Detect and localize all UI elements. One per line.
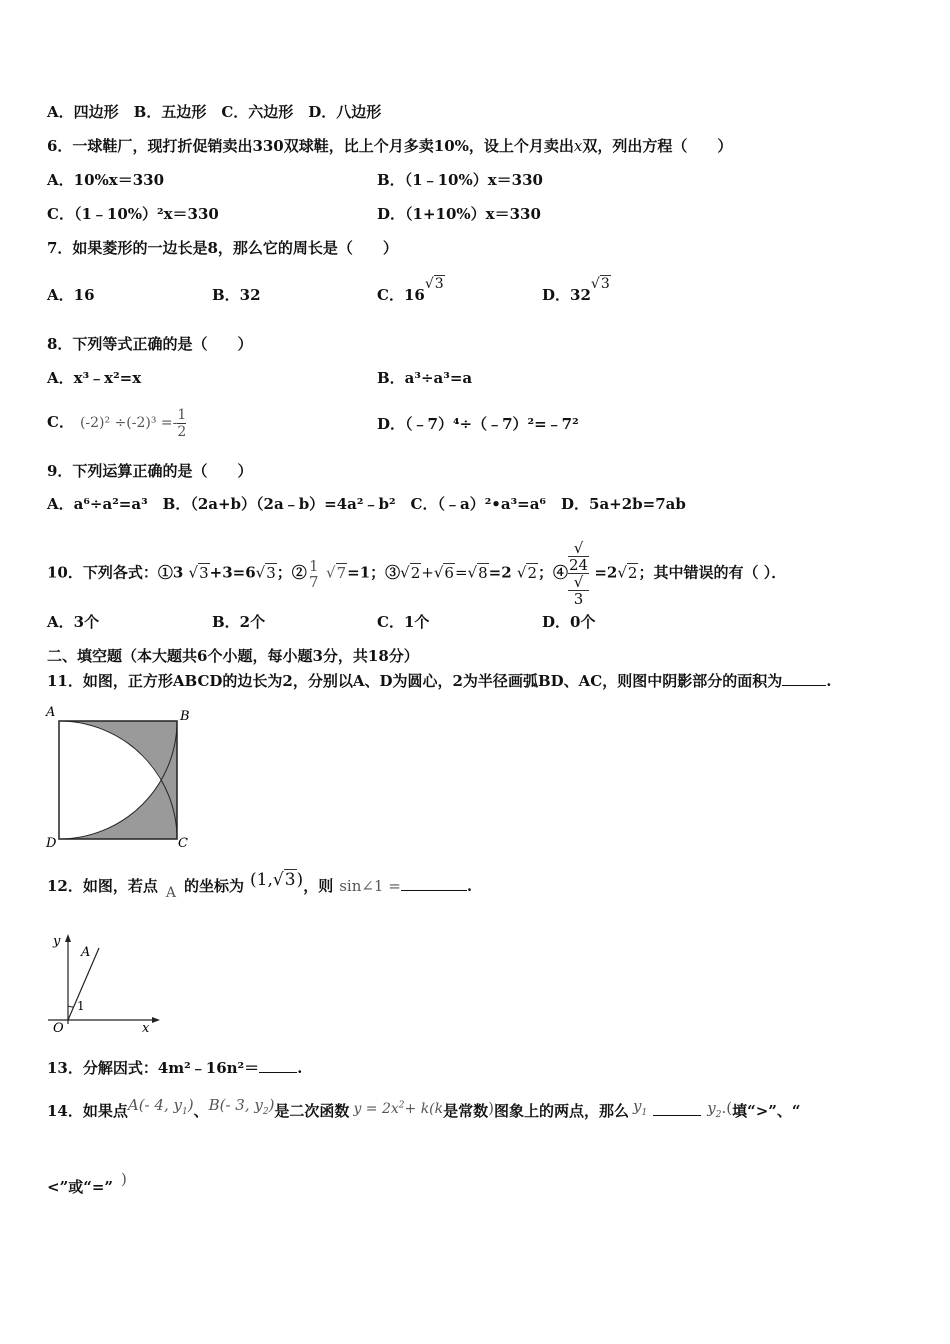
- q12-coordinate: (1,√3): [250, 870, 304, 890]
- q12-angle-arc: [68, 1006, 74, 1007]
- q10-label: 10．下列各式：: [47, 563, 158, 582]
- q10-rad3-b: 3: [266, 563, 276, 582]
- q12-coord-open: (1,: [250, 870, 273, 890]
- q8-option-c: [47, 404, 186, 441]
- q10-frac-1-7: [307, 558, 321, 590]
- q14-const: 是常数: [443, 1102, 489, 1120]
- section-2-heading: 二、填空题（本大题共6个小题，每小题3分，共18分）: [47, 647, 419, 665]
- q12-mid: 的坐标为: [184, 877, 245, 895]
- q7-option-a: A．16: [47, 286, 95, 304]
- q10-part2-a: ；②: [276, 563, 307, 582]
- q10-tail: ；其中错误的有（ ）．: [638, 563, 787, 582]
- q10-rad2-a: 2: [410, 563, 421, 582]
- q6-stem: [47, 136, 732, 156]
- q14-y1-var: y: [633, 1097, 642, 1115]
- q12-point-a: A: [165, 885, 176, 901]
- q8-option-d: D．（﹣7）⁴÷（﹣7）²=﹣7²: [377, 415, 579, 433]
- q13-stem-text: 13．分解因式：4m²﹣16n²＝: [47, 1059, 260, 1077]
- q6-stem-text: 6．一球鞋厂，现打折促销卖出330双球鞋，比上个月多卖10%，设上个月卖出: [47, 137, 574, 155]
- q10-option-d: D．0个: [542, 613, 596, 631]
- q12-stem-text: 12．如图，若点: [47, 877, 158, 895]
- q14-is: 是二次函数: [274, 1102, 350, 1120]
- q14-func-rest: + k(k: [404, 1101, 444, 1117]
- q12-sin: sin∠1 =: [339, 877, 401, 895]
- q6-option-c: C．（1﹣10%）²x＝330: [47, 205, 219, 223]
- q10-rad6: 6: [444, 563, 454, 582]
- q12-stem: [47, 868, 472, 905]
- q11-stem-text: 11．如图，正方形ABCD的边长为2，分别以A、D为圆心，2为半径画弧BD、AC，则图中阴影部分的面积为: [47, 672, 783, 690]
- q14-func-sup: 2: [398, 1100, 405, 1111]
- q10-rad2-c: 2: [627, 563, 638, 582]
- q10-part4-a: ；④: [538, 563, 569, 582]
- q12-end: .: [466, 877, 473, 895]
- q7-stem: 7．如果菱形的一边长是8，那么它的周长是（ ）: [47, 239, 398, 257]
- q12-x-arrow: [152, 1017, 160, 1023]
- q10-sqrt3-a: √3: [188, 563, 209, 582]
- q7-option-d-text: D．32: [542, 286, 591, 304]
- q11-label-a: A: [46, 705, 56, 720]
- q14-point-a: [127, 1096, 194, 1117]
- q7-option-b: B．32: [212, 286, 261, 304]
- q10-part1-b: +3=6: [209, 563, 256, 582]
- q14-pt-b-sub: 2: [262, 1107, 269, 1117]
- q7-option-c-text: C．16: [377, 286, 425, 304]
- q10-frac-den: 7: [309, 572, 319, 591]
- q10-rad8: 8: [478, 563, 488, 582]
- q14-fill: .(: [721, 1099, 733, 1117]
- q12-then: ，则: [303, 877, 334, 895]
- q8-option-c-expr: (-2)² ÷(-2)³ =-: [79, 415, 178, 431]
- q14-y1: [633, 1097, 648, 1118]
- q10-rad24: 24: [569, 556, 589, 574]
- q14-sep: 、: [193, 1102, 209, 1120]
- q14-stem-text: 14．如果点: [47, 1102, 128, 1120]
- q13-end: .: [297, 1059, 303, 1077]
- q10-sqrt3-b: √3: [255, 563, 276, 582]
- q7-rad-c: 3: [434, 276, 444, 292]
- q9-options: A．a⁶÷a²=a³ B．（2a+b）（2a﹣b）=4a²﹣b² C．（﹣a）²•a³=a⁶ D．5a+2b=7ab: [47, 495, 686, 513]
- q10-sqrt2-a: √2: [400, 563, 421, 582]
- q7-option-d: [542, 276, 611, 306]
- q10-part2-b: =1；③: [347, 563, 401, 582]
- q7-sqrt3-c: √3: [424, 276, 444, 292]
- q10-rad3-den: 3: [568, 590, 589, 607]
- q14-pt-a: A(- 4, y: [127, 1096, 182, 1114]
- q12-coord-rad: 3: [284, 870, 296, 890]
- q13-answer-blank[interactable]: [259, 1072, 297, 1073]
- q8-option-c-fraction: [177, 407, 186, 440]
- q5-options: A．四边形 B．五边形 C．六边形 D．八边形: [47, 103, 382, 121]
- q8-option-a: A．x³﹣x²=x: [47, 369, 142, 387]
- q10-plus: +: [421, 563, 434, 582]
- q12-label-o: O: [53, 1021, 64, 1036]
- q11-label-b: B: [180, 709, 190, 724]
- q14-y2-sub: 2: [715, 1110, 722, 1120]
- q10-option-c: C．1个: [377, 613, 430, 631]
- q6-stem-end: 双，列出方程（ ）: [582, 137, 733, 155]
- q10-sqrt8: √8: [467, 563, 488, 582]
- q10-frac-sqrt24-sqrt3: [568, 540, 589, 607]
- q10-part4-b: =2: [594, 563, 618, 582]
- q14-line2: [47, 1172, 127, 1202]
- q14-pt-a-sub: 1: [181, 1107, 188, 1117]
- q10-rad2-b: 2: [527, 563, 537, 582]
- q10-sqrt2-c: √2: [617, 563, 638, 582]
- q11-end: .: [826, 672, 832, 690]
- q6-var: x: [573, 137, 583, 155]
- q10-rad3-a: 3: [199, 563, 209, 582]
- q10-part1-a: ①3: [157, 563, 184, 582]
- q13-stem: [47, 1058, 302, 1078]
- q8-option-b: B．a³÷a³=a: [377, 369, 473, 387]
- q8-option-c-label: C．: [47, 413, 74, 431]
- q10-eq: =: [454, 563, 468, 582]
- q10-sqrt2-b: √2: [516, 563, 537, 582]
- q14-paren: ): [488, 1099, 494, 1117]
- q10-option-a: A．3个: [47, 613, 100, 631]
- q8-frac-num: 1: [177, 406, 187, 423]
- q8-stem: 8．下列等式正确的是（ ）: [47, 335, 253, 353]
- q11-label-d: D: [46, 836, 57, 851]
- q10-sqrt7: √7: [326, 563, 347, 582]
- q14-pt-a-close: ): [187, 1096, 194, 1114]
- q7-rad-d: 3: [600, 276, 610, 292]
- q12-coordinate-figure: [44, 930, 164, 1040]
- q14-graph: 图象上的两点，那么: [494, 1102, 630, 1120]
- q6-option-b: B．（1﹣10%）x＝330: [377, 171, 543, 189]
- q8-frac-den: 2: [177, 423, 187, 440]
- q14-function: [353, 1101, 443, 1117]
- q7-option-c: [377, 276, 445, 306]
- q11-label-c: C: [178, 836, 188, 851]
- q14-pt-b-close: ): [268, 1096, 275, 1114]
- q14-point-b: [208, 1096, 275, 1117]
- q14-y2-var: y: [707, 1099, 716, 1117]
- q10-sqrt6: √6: [433, 563, 454, 582]
- q6-option-d: D．（1+10%）x＝330: [377, 205, 541, 223]
- q12-label-a: A: [81, 945, 91, 960]
- q7-sqrt3-d: √3: [590, 276, 610, 292]
- q11-square-figure: [44, 703, 194, 853]
- q10-stem: [47, 540, 786, 607]
- q11-answer-blank[interactable]: [782, 685, 826, 686]
- q14-y2: [707, 1099, 722, 1120]
- q14-line2-end: ): [121, 1170, 127, 1188]
- q14-func: y = 2x: [353, 1101, 399, 1117]
- q12-label-y: y: [53, 934, 61, 949]
- q14-stem: [47, 1096, 801, 1127]
- q6-option-a: A．10%x＝330: [47, 171, 165, 189]
- q10-option-b: B．2个: [212, 613, 266, 631]
- q14-y1-sub: 1: [641, 1108, 648, 1118]
- q12-label-1: 1: [77, 999, 85, 1013]
- q10-rad7: 7: [336, 563, 347, 582]
- q12-coord-close: ): [296, 870, 304, 890]
- q12-answer-blank[interactable]: [401, 890, 467, 891]
- q10-part3-b: =2: [488, 563, 512, 582]
- q11-stem: [47, 671, 831, 691]
- q14-pt-b: B(- 3, y: [208, 1096, 263, 1114]
- q14-hint: 填“>”、“: [732, 1102, 801, 1120]
- q10-frac-num: 1: [309, 556, 319, 575]
- q14-answer-blank[interactable]: [653, 1115, 701, 1116]
- q14-line2-text: <”或“=”: [47, 1178, 114, 1196]
- q10-sqrt24: √ 24: [569, 539, 589, 574]
- q12-label-x: x: [142, 1021, 150, 1036]
- q10-sqrt3-den: √ 3: [568, 574, 589, 607]
- q12-y-arrow: [65, 934, 71, 942]
- q9-stem: 9．下列运算正确的是（ ）: [47, 462, 253, 480]
